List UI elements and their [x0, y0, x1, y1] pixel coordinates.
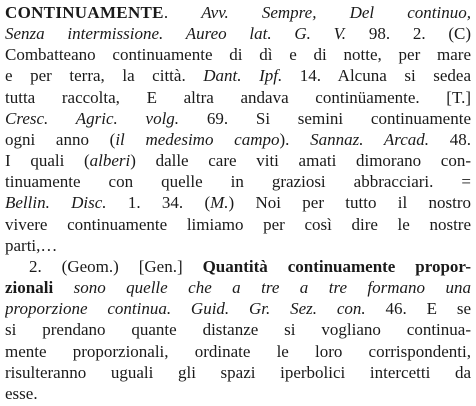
- text-line: [5, 298, 471, 319]
- italic-text: Cresc. Agric. volg.: [5, 108, 180, 128]
- text-run: 48.: [429, 129, 471, 149]
- italic-text: Senza intermissione. Aureo lat. G. V.: [5, 24, 347, 44]
- text-line: [5, 235, 471, 256]
- text-run: risulteranno uguali gli spazi iperbolici intercetti da: [5, 362, 471, 382]
- text-run: si prendano quante distanze si vogliano continua-: [5, 320, 471, 340]
- headword: CONTINUAMENTE: [5, 3, 164, 22]
- text-run: 69. Si semini continuamente: [179, 108, 471, 128]
- italic-text: alberi: [89, 151, 131, 171]
- italic-text: sono quelle che a tre a tre formano una: [53, 278, 471, 298]
- italic-text: Dant. Ipf.: [203, 66, 283, 86]
- text-line: [5, 192, 471, 213]
- text-line: [5, 362, 471, 383]
- text-line: [5, 341, 471, 362]
- text-run: 46. E se: [365, 299, 471, 319]
- text-run: e per terra, la città.: [5, 66, 204, 86]
- text-run: vivere continuamente limiamo per così dire le nostre: [5, 214, 471, 234]
- text-line: [5, 319, 471, 340]
- bold-text: zionali: [5, 278, 54, 298]
- text-line: [5, 129, 471, 150]
- bold-text: Quantità continuamente propor-: [202, 256, 471, 276]
- dictionary-entry: [5, 2, 471, 404]
- text-run: .: [163, 3, 202, 22]
- text-run: 14. Alcuna si sedea: [282, 66, 471, 86]
- text-line: [5, 2, 471, 23]
- text-line: [5, 65, 471, 86]
- text-line: [5, 44, 471, 65]
- text-line: [5, 277, 471, 298]
- text-run: ) dalle care viti amati dimorano con-: [130, 151, 471, 171]
- italic-text: Avv. Sempre, Del continuo,: [201, 3, 471, 22]
- text-run: tutta raccolta, E altra andava continüamente. [T.]: [5, 87, 471, 107]
- text-line: [5, 256, 471, 277]
- italic-text: Bellin. Disc.: [5, 193, 107, 213]
- italic-text: proporzione continua. Guid. Gr. Sez. con.: [5, 299, 366, 319]
- text-line: [5, 383, 471, 404]
- text-run: ogni anno (: [5, 129, 116, 149]
- text-run: 2. (Geom.) [Gen.]: [29, 256, 203, 276]
- text-run: esse.: [5, 383, 38, 403]
- text-line: [5, 23, 471, 44]
- text-run: ).: [279, 129, 311, 149]
- text-line: [5, 171, 471, 192]
- text-run: 1. 34. (: [106, 193, 211, 213]
- text-line: [5, 150, 471, 171]
- italic-text: Sannaz. Arcad.: [310, 129, 430, 149]
- text-run: Combatteano continuamente di dì e di notte, per mare: [5, 45, 471, 65]
- text-run: parti,…: [5, 235, 58, 255]
- italic-text: M.: [210, 193, 229, 213]
- text-line: [5, 108, 471, 129]
- text-run: mente proporzionali, ordinate le loro corrispondenti,: [5, 341, 471, 361]
- italic-text: il medesimo campo: [115, 129, 280, 149]
- text-line: [5, 214, 471, 235]
- text-run: tinuamente con quelle in graziosi abbracciari. =: [5, 172, 471, 192]
- text-run: ) Noi per tutto il nostro: [228, 193, 471, 213]
- text-run: I quali (: [5, 151, 90, 171]
- text-run: 98. 2. (C): [346, 24, 471, 44]
- text-line: [5, 87, 471, 108]
